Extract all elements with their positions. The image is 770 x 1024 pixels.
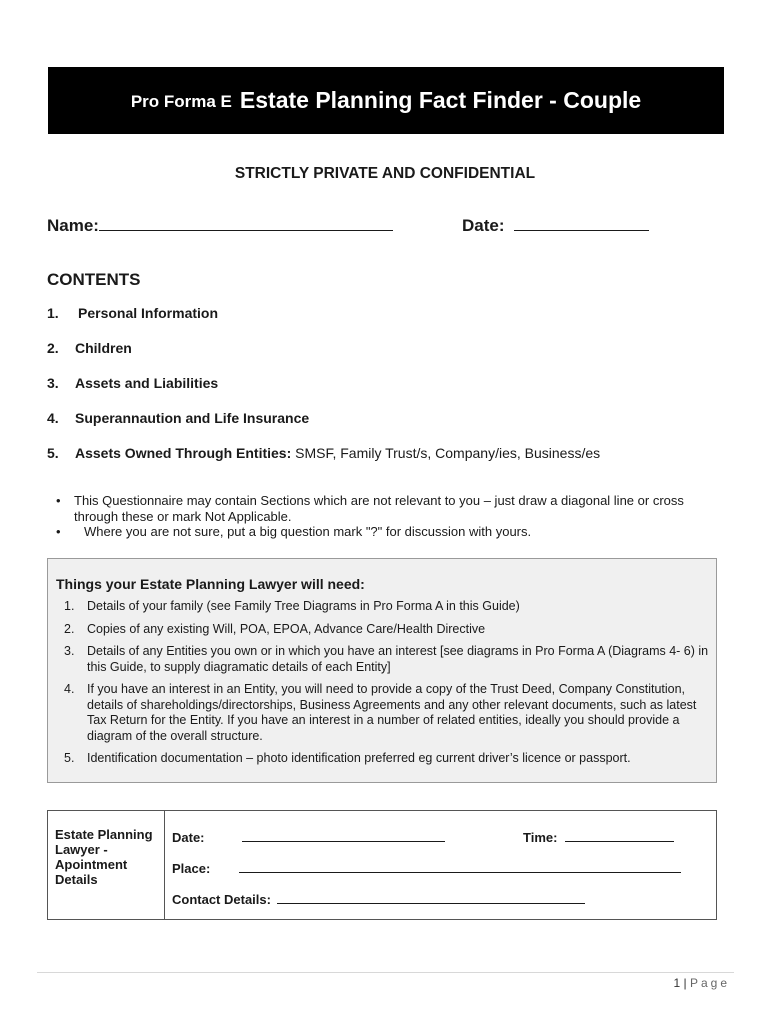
requirement-text: Details of any Entities you own or in which you have an interest [see diagrams in Pro Forma A (Diagrams 4- 6) in this Guide, to supply diagramatic details of each Entity]: [87, 644, 709, 674]
requirement-item: [64, 644, 709, 675]
bullet-icon: •: [56, 524, 61, 539]
appointment-contact-label: Contact Details:: [172, 892, 271, 907]
requirement-number: 1.: [64, 599, 75, 613]
lawyer-requirements-box: [47, 558, 717, 783]
footer-separator: |: [683, 976, 687, 990]
name-blank-line[interactable]: [99, 216, 393, 231]
contents-heading: CONTENTS: [47, 270, 141, 289]
requirement-text: If you have an interest in an Entity, you will need to provide a copy of the Trust Deed, Company Constitution, details of shareholdings/directorships, Business Agreements and any other relevant documents, such as latest Tax Return for the Entity. If you have an interest in a number of related entities, ideally you should provide a diagram of the overall structure.: [87, 682, 697, 743]
contents-item: [47, 375, 218, 391]
contents-item-number: 4.: [47, 410, 59, 426]
requirement-item: [64, 751, 709, 767]
appointment-contact-field[interactable]: [172, 889, 585, 907]
name-field[interactable]: [47, 216, 393, 236]
contents-item: [47, 305, 218, 321]
footer-divider: [37, 972, 734, 973]
contents-item-label: Superannaution and Life Insurance: [75, 410, 310, 426]
contents-item-label: Children: [75, 340, 132, 356]
requirement-text: Identification documentation – photo identification preferred eg current driver’s licence or passport.: [87, 751, 631, 765]
contents-item-detail: SMSF, Family Trust/s, Company/ies, Business/es: [295, 445, 601, 461]
note-text: Where you are not sure, put a big question mark "?" for discussion with yours.: [84, 524, 532, 539]
contents-item-number: 1.: [47, 305, 59, 321]
contents-item-label: Personal Information: [78, 305, 219, 321]
requirement-item: [64, 682, 709, 744]
contents-item-label: Assets Owned Through Entities:: [75, 445, 292, 461]
requirement-number: 3.: [64, 644, 75, 658]
instruction-notes: [56, 493, 716, 540]
contents-item: [47, 340, 132, 356]
requirement-item: [64, 599, 709, 615]
contents-item: [47, 445, 600, 461]
name-label: Name:: [47, 216, 99, 235]
requirement-text: Details of your family (see Family Tree Diagrams in Pro Forma A in this Guide): [87, 599, 520, 613]
appointment-contact-line[interactable]: [277, 889, 585, 904]
date-label: Date:: [462, 216, 505, 235]
appointment-label: Estate Planning Lawyer - Apointment Details: [55, 827, 153, 887]
appointment-place-line[interactable]: [239, 858, 681, 873]
appointment-time-line[interactable]: [565, 827, 674, 842]
pro-forma-label: Pro Forma E: [130, 91, 232, 111]
appointment-details-table: [47, 810, 717, 920]
appointment-time-field[interactable]: [523, 827, 674, 845]
requirement-number: 2.: [64, 621, 75, 636]
contents-item-label: Assets and Liabilities: [75, 375, 219, 391]
contents-item: [47, 410, 309, 426]
requirement-number: 4.: [64, 682, 75, 696]
requirements-title: Things your Estate Planning Lawyer will need:: [56, 576, 365, 592]
confidential-notice: STRICTLY PRIVATE AND CONFIDENTIAL: [234, 165, 536, 182]
appointment-date-field[interactable]: [172, 827, 445, 845]
page-footer: [673, 976, 730, 990]
appointment-date-line[interactable]: [242, 827, 445, 842]
appointment-time-label: Time:: [523, 830, 558, 845]
requirement-item: [64, 622, 709, 638]
document-title-banner: [48, 67, 724, 134]
contents-item-number: 3.: [47, 375, 59, 391]
requirement-number: 5.: [64, 751, 75, 765]
page-number: 1: [673, 976, 681, 990]
date-blank-line[interactable]: [514, 216, 649, 231]
note-text: This Questionnaire may contain Sections which are not relevant to you – just draw a diagonal line or cross through these or mark Not Applicable.: [74, 493, 684, 524]
requirements-list: [64, 599, 709, 774]
note-item: [56, 493, 716, 524]
contents-item-number: 2.: [47, 340, 59, 356]
requirement-text: Copies of any existing Will, POA, EPOA, Advance Care/Health Directive: [87, 621, 486, 636]
document-title: Estate Planning Fact Finder - Couple: [239, 87, 642, 113]
appointment-date-label: Date:: [172, 830, 205, 845]
contents-item-number: 5.: [47, 445, 59, 461]
appointment-place-field[interactable]: [172, 858, 681, 876]
appointment-label-cell: [48, 811, 165, 919]
date-field[interactable]: [462, 216, 649, 236]
bullet-icon: •: [56, 493, 61, 508]
note-item: [56, 524, 716, 540]
appointment-place-label: Place:: [172, 861, 211, 876]
page-word: Page: [689, 976, 730, 990]
